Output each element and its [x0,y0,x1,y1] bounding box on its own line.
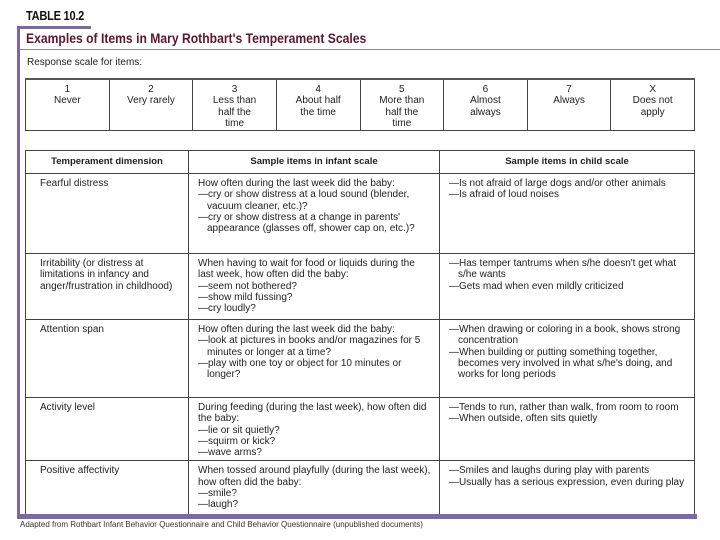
child-item: —Gets mad when even mildly criticized [449,280,624,292]
table-row [26,461,695,518]
scale-cell [611,79,695,131]
infant-item: —cry or show distress at a loud sound (blender, vacuum cleaner, etc.)? [198,189,410,212]
infant-intro: How often during the last week did the baby: [198,324,395,335]
infant-item: —lie or sit quietly? [198,424,280,436]
dimension-cell: Irritability (or distress at limitations in infancy and anger/frustration in childhood) [26,254,189,320]
infant-item: —cry loudly? [198,303,256,315]
scale-cell [109,79,193,131]
child-items-cell [440,254,695,320]
table-row [26,320,695,398]
dimension-cell: Attention span [26,320,189,398]
infant-intro: How often during the last week did the baby: [198,178,395,189]
response-scale-table [25,78,695,131]
dimension-cell: Activity level [26,398,189,461]
infant-item: —play with one toy or object for 10 minutes or longer? [198,357,402,381]
child-item: —Has temper tantrums when s/he doesn't get what s/he wants [449,258,677,281]
child-item: —When drawing or coloring in a book, shows strong concentration [449,324,681,347]
scale-cell [276,79,360,131]
header-infant: Sample items in infant scale [189,151,440,174]
child-items-cell [440,461,695,518]
infant-item: —seem not bothered? [198,280,297,292]
scale-cell [193,79,277,131]
table-row [26,254,695,320]
infant-items-cell [189,254,440,320]
scale-label: Never [53,95,81,107]
scale-value: 3 [231,84,238,95]
dimension-cell: Positive affectivity [26,461,189,518]
child-items-cell [440,174,695,254]
infant-item: —look at pictures in books and/or magazines for 5 minutes or longer at a time? [198,335,421,358]
infant-intro: When having to wait for food or liquids during the last week, how often did the baby: [198,258,415,281]
infant-item: —squirm or kick? [198,435,276,447]
scale-label: Does not apply [632,95,673,118]
scale-value: 2 [148,84,154,95]
infant-intro: When tossed around playfully (during the last week), how often did the baby: [198,465,431,488]
scale-label: Almost always [470,95,501,118]
scale-value: 7 [566,84,572,95]
scale-label: Less than half the time [212,95,257,129]
child-item: —Smiles and laughs during play with parents [449,465,650,477]
scale-label: More than half the time [379,95,425,129]
infant-items-cell [189,320,440,398]
scale-cell [360,79,444,131]
bottom-accent-bar [17,514,697,519]
scale-value: 5 [399,84,405,95]
infant-item: —wave arms? [198,447,262,459]
child-item: —When building or putting something together, becomes very involved in what s/he's doing, and works for long periods [449,346,673,381]
table-row [26,174,695,254]
table-number: TABLE 10.2 [26,8,85,23]
header-child: Sample items in child scale [440,151,695,174]
infant-items-cell [189,174,440,254]
accent-bar [17,26,91,29]
infant-intro: During feeding (during the last week), how often did the baby: [198,402,427,425]
scale-label: Always [553,95,585,107]
infant-item: —laugh? [198,499,239,511]
divider [20,49,720,50]
scale-value: 4 [315,84,321,95]
scale-cell [444,79,528,131]
response-scale-label: Response scale for items: [27,57,143,68]
infant-item: —cry or show distress at a change in parents' appearance (glasses off, shower cap on, etc.)? [198,211,415,235]
scale-label: Very rarely [127,95,175,107]
infant-items-cell [189,398,440,461]
table-row [26,398,695,461]
temperament-table [25,150,695,518]
dimension-cell: Fearful distress [26,174,189,254]
header-dimension: Temperament dimension [26,151,189,174]
child-items-cell [440,398,695,461]
child-item: —Is not afraid of large dogs and/or other animals [449,178,666,189]
table-title: Examples of Items in Mary Rothbart's Temperament Scales [26,31,367,46]
scale-label: About half the time [295,95,341,118]
scale-cell [527,79,611,131]
scale-cell [26,79,110,131]
scale-value: 1 [64,84,71,95]
child-items-cell [440,320,695,398]
scale-value: 6 [482,84,489,95]
child-item: —When outside, often sits quietly [449,413,598,425]
scale-value: X [649,84,657,95]
child-item: —Is afraid of loud noises [449,189,560,201]
infant-items-cell [189,461,440,518]
child-item: —Usually has a serious expression, even during play [449,476,685,488]
infant-item: —smile? [198,488,237,500]
left-accent-bar [17,29,20,517]
infant-item: —show mild fussing? [198,291,293,303]
child-item: —Tends to run, rather than walk, from room to room [449,402,679,413]
source-note: Adapted from Rothbart Infant Behavior Questionnaire and Child Behavior Questionnaire (unpublished documents) [20,520,423,529]
